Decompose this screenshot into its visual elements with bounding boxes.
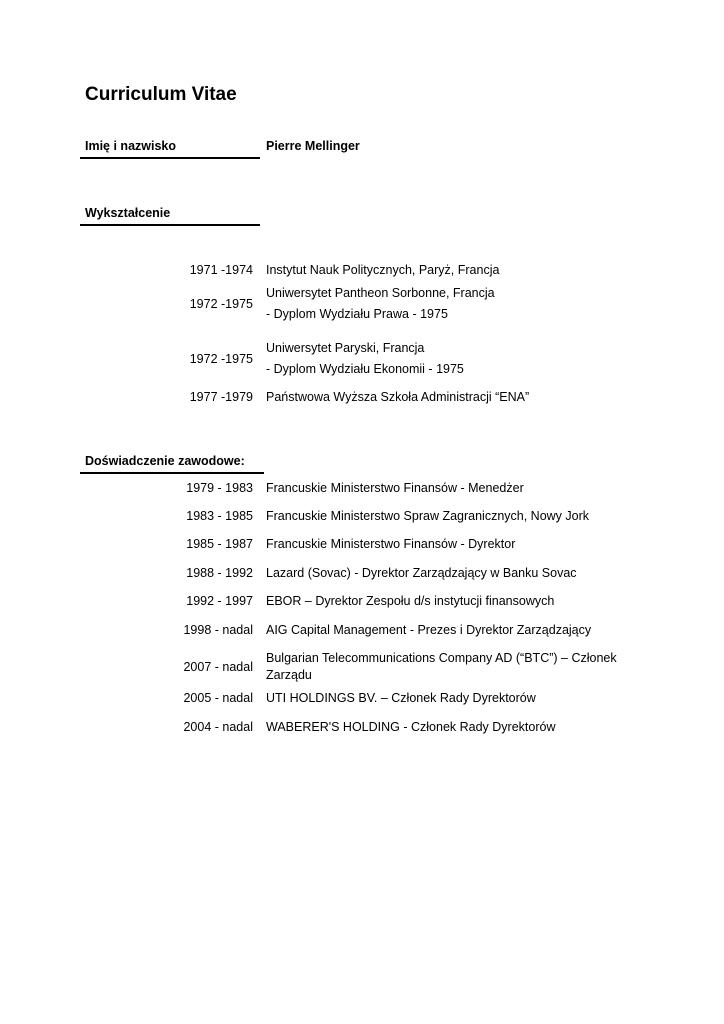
education-heading-cell	[80, 205, 260, 226]
education-description-line: - Dyplom Wydziału Prawa - 1975	[266, 307, 448, 321]
education-description	[266, 262, 640, 279]
education-period: 1972 -1975	[189, 351, 253, 366]
education-row	[80, 285, 640, 323]
experience-row	[80, 690, 640, 707]
experience-description: Bulgarian Telecommunications Company AD (“BTC”) – Członek Zarządu	[266, 651, 617, 682]
education-row	[80, 340, 640, 378]
education-period: 1971 -1974	[189, 263, 253, 277]
experience-row	[80, 593, 640, 610]
experience-period: 2004 - nadal	[183, 720, 253, 734]
education-period: 1977 -1979	[189, 390, 253, 404]
experience-description: Lazard (Sovac) - Dyrektor Zarządzający w Banku Sovac	[266, 566, 577, 580]
education-description	[266, 340, 640, 378]
education-description-line: Instytut Nauk Politycznych, Paryż, Francja	[266, 263, 500, 277]
experience-description: Francuskie Ministerstwo Spraw Zagranicznych, Nowy Jork	[266, 509, 590, 523]
education-period: 1972 -1975	[189, 296, 253, 311]
education-description	[266, 389, 640, 406]
experience-row	[80, 480, 640, 497]
education-description-line: - Dyplom Wydziału Ekonomii - 1975	[266, 362, 464, 376]
experience-row	[80, 536, 640, 553]
experience-row	[80, 719, 640, 736]
education-heading: Wykształcenie	[85, 206, 171, 220]
experience-row	[80, 622, 640, 639]
experience-row	[80, 565, 640, 582]
experience-period: 1992 - 1997	[186, 594, 253, 608]
education-description-line: Uniwersytet Paryski, Francja	[266, 341, 425, 355]
name-field-label-cell	[80, 138, 260, 159]
experience-description: Francuskie Ministerstwo Finansów - Dyrektor	[266, 537, 516, 551]
experience-description: UTI HOLDINGS BV. – Członek Rady Dyrektorów	[266, 691, 536, 705]
experience-heading: Doświadczenie zawodowe:	[85, 454, 245, 468]
experience-period: 1998 - nadal	[183, 623, 253, 637]
experience-period: 2007 - nadal	[183, 659, 253, 674]
experience-row	[80, 508, 640, 525]
experience-description: AIG Capital Management - Prezes i Dyrektor Zarządzający	[266, 623, 592, 637]
education-row	[80, 389, 640, 406]
education-description-line: Uniwersytet Pantheon Sorbonne, Francja	[266, 286, 495, 300]
experience-description: EBOR – Dyrektor Zespołu d/s instytucji finansowych	[266, 594, 555, 608]
name-field-label: Imię i nazwisko	[85, 139, 177, 153]
experience-heading-cell	[80, 453, 264, 474]
experience-row	[80, 650, 640, 684]
name-field-value: Pierre Mellinger	[266, 139, 360, 153]
experience-description: Francuskie Ministerstwo Finansów - Menedżer	[266, 481, 524, 495]
experience-description: WABERER'S HOLDING - Członek Rady Dyrektorów	[266, 720, 556, 734]
experience-period: 1979 - 1983	[186, 481, 253, 495]
page-title: Curriculum Vitae	[85, 84, 237, 105]
education-row	[80, 262, 640, 279]
education-description	[266, 285, 640, 323]
experience-period: 2005 - nadal	[183, 691, 253, 705]
experience-period: 1988 - 1992	[186, 566, 253, 580]
education-description-line: Państwowa Wyższa Szkoła Administracji “ENA”	[266, 390, 530, 404]
experience-period: 1983 - 1985	[186, 509, 253, 523]
experience-period: 1985 - 1987	[186, 537, 253, 551]
